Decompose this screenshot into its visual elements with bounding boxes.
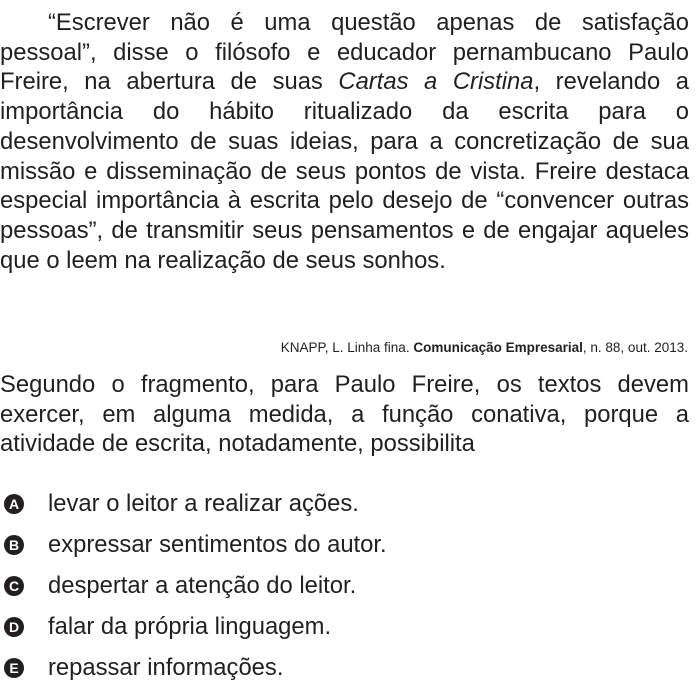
source-citation xyxy=(281,340,688,356)
answer-options xyxy=(0,483,689,688)
option-d-text: falar da própria linguagem. xyxy=(48,613,332,640)
option-a[interactable] xyxy=(0,483,689,524)
passage-part-2: , revelando a importância do hábito ritualizado da escrita para o desenvolvimento de suas ideias, para a concretização de sua missão e disseminação de seus pontos de vista. Freire destaca especial importância à escrita pelo desejo de “convencer outras pessoas”, de transmitir seus pensamentos e de engajar aqueles que o leem na realização de seus sonhos. xyxy=(0,68,689,274)
option-e-letter-badge: E xyxy=(4,658,24,678)
option-c[interactable] xyxy=(0,565,689,606)
question-stem: Segundo o fragmento, para Paulo Freire, os textos devem exercer, em alguma medida, a função conativa, porque a atividade de escrita, notadamente, possibilita xyxy=(0,371,689,458)
option-b-text: expressar sentimentos do autor. xyxy=(48,531,387,558)
option-c-text: despertar a atenção do leitor. xyxy=(48,572,357,599)
option-d[interactable] xyxy=(0,606,689,647)
option-a-text: levar o leitor a realizar ações. xyxy=(48,490,359,517)
passage-part-1: “Escrever não é uma questão apenas de satisfação pessoal”, disse o filósofo e educador pernambucano Paulo Freire, na abertura de suas xyxy=(0,9,689,96)
option-e-text: repassar informações. xyxy=(48,654,284,681)
option-c-letter-badge: C xyxy=(4,576,24,596)
option-d-letter-badge: D xyxy=(4,617,24,637)
source-prefix: KNAPP, L. Linha fina. xyxy=(280,340,414,355)
source-suffix: , n. 88, out. 2013. xyxy=(582,340,688,355)
source-publication: Comunicação Empresarial xyxy=(413,340,583,355)
book-title: Cartas a Cristina xyxy=(338,68,534,96)
option-b[interactable] xyxy=(0,524,689,565)
passage-text xyxy=(0,8,689,275)
option-b-letter-badge: B xyxy=(4,535,24,555)
option-a-letter-badge: A xyxy=(4,494,24,514)
